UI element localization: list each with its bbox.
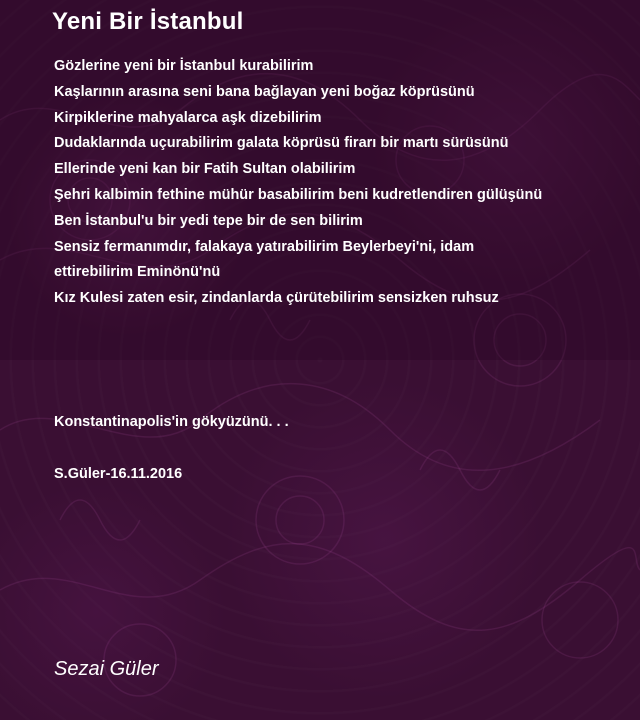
poem-line: Şehri kalbimin fethine mühür basabilirim beni kudretlendiren gülüşünü xyxy=(54,186,543,203)
poem-line: Gözlerine yeni bir İstanbul kurabilirim xyxy=(54,58,314,74)
poem-line: Kaşlarının arasına seni bana bağlayan yeni boğaz köprüsünü xyxy=(54,83,475,100)
poem-line: Ben İstanbul'u bir yedi tepe bir de sen bilirim xyxy=(54,212,363,229)
poem-line: Ellerinde yeni kan bir Fatih Sultan olabilirim xyxy=(54,161,356,178)
poem-line: Kız Kulesi zaten esir, zindanlarda çürütebilirim sensizken ruhsuz xyxy=(54,290,499,307)
poem-line: Dudaklarında uçurabilirim galata köprüsü firarı bir martı sürüsünü xyxy=(54,135,509,152)
poem-line: Sensiz fermanımdır, falakaya yatırabilirim Beylerbeyi'ni, idam xyxy=(54,238,475,255)
poem-signature-date: S.Güler-16.11.2016 xyxy=(54,466,183,482)
poem-line: ettirebilirim Eminönü'nü xyxy=(54,264,221,281)
poem-title: Yeni Bir İstanbul xyxy=(52,8,244,35)
poem-line: Kirpiklerine mahyalarca aşk dizebilirim xyxy=(54,109,322,126)
poem-body xyxy=(54,54,614,312)
poem-closing-line: Konstantinapolis'in gökyüzünü. . . xyxy=(54,414,289,430)
poem-author: Sezai Güler xyxy=(54,658,159,680)
